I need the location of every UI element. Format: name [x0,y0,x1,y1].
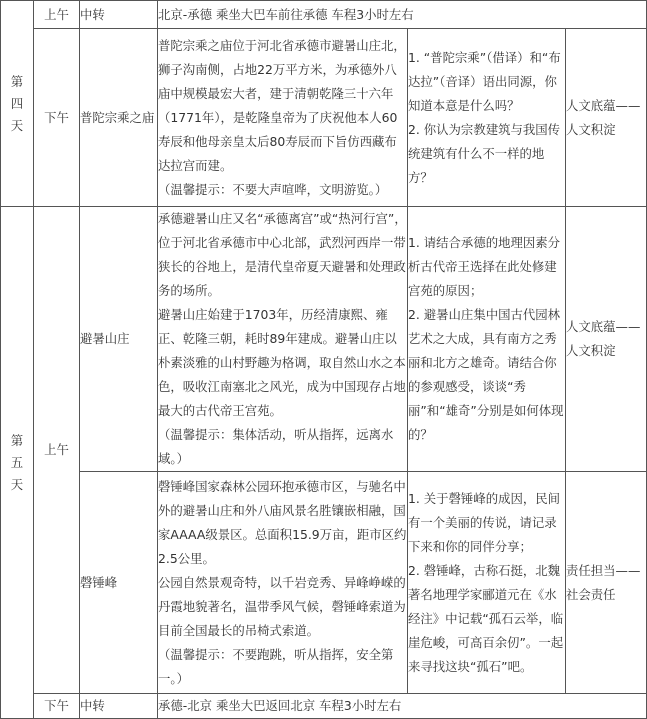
description-paragraph: 避暑山庄始建于1703年，历经清康熙、雍正、乾隆三朝，耗时89年建成。避暑山庄以朴素淡雅的山村野趣为格调，取自然山水之本色，吸收江南塞北之风光，成为中国现存占地最大的古代帝王宫苑。 [158,307,406,418]
period-label: 上午 [34,207,80,694]
period-label: 下午 [34,694,80,719]
table-row [1,1,647,29]
table-row [1,694,647,719]
tip-paragraph: （温馨提示：集体活动，听从指挥，远离水域。） [158,427,394,466]
period-label: 上午 [34,1,80,29]
period-label: 下午 [34,29,80,207]
transfer-note: 北京-承德 乘坐大巴车前往承德 车程3小时左右 [158,1,647,29]
tip-paragraph: （温馨提示：不要大声喧哗，文明游览。） [158,181,388,197]
transfer-note: 承德-北京 乘坐大巴返回北京 车程3小时左右 [158,694,647,719]
question-item: 1. 关于磬锤峰的成因，民间有一个美丽的传说，请记录下来和你的同伴分享； [408,490,561,554]
table-row [1,472,647,694]
place-name: 中转 [80,694,158,719]
table-row [1,207,647,472]
study-questions [408,472,566,694]
description-paragraph: 承德避暑山庄又名“承德离宫”或“热河行宫”，位于河北省承德市中心北部，武烈河西岸一带狭长的谷地上，是清代皇帝夏天避暑和处理政务的场所。 [158,211,407,298]
day-5-label: 第五天 [1,207,34,719]
place-name: 中转 [80,1,158,29]
theme-label: 人文底蕴——人文积淀 [566,207,647,472]
site-description [158,29,408,207]
question-item: 2. 你认为宗教建筑与我国传统建筑有什么不一样的地方？ [408,121,561,185]
question-item: 2. 避暑山庄集中国古代园林艺术之大成，具有南方之秀丽和北方之雄奇。请结合你的参观感受，谈谈“秀丽”和“雄奇”分别是如何体现的？ [408,307,564,442]
study-questions [408,29,566,207]
table-row [1,29,647,207]
place-name: 避暑山庄 [80,207,158,472]
site-description [158,472,408,694]
description-paragraph: 普陀宗乘之庙位于河北省承德市避暑山庄北，狮子沟南侧，占地22万平方米，为承德外八庙中规模最宏大者，建于清朝乾隆三十六年（1771年），是乾隆皇帝为了庆祝他本人60寿辰和他母亲皇太后80寿辰而下旨仿西藏布达拉宫而建。 [158,37,406,173]
theme-label: 责任担当——社会责任 [566,472,647,694]
place-name: 磬锤峰 [80,472,158,694]
question-item: 1. 请结合承德的地理因素分析古代帝王选择在此处修建宫苑的原因； [408,235,561,298]
tip-paragraph: （温馨提示：不要跑跳，听从指挥，安全第一。） [158,646,394,686]
description-paragraph: 公园自然景观奇特，以千岩竞秀、异峰峥嵘的丹霞地貌著名，温带季风气候，磬锤峰索道为目前全国最长的吊椅式索道。 [158,574,406,638]
day-4-label: 第四天 [1,1,34,207]
theme-label: 人文底蕴——人文积淀 [566,29,647,207]
question-item: 1. “普陀宗乘”（借译）和“布达拉”（音译）语出同源，你知道本意是什么吗？ [408,49,561,113]
site-description [158,207,408,472]
question-item: 2. 磬锤峰，古称石挺，北魏著名地理学家郦道元在《水经注》中记载“孤石云举，临崖危峻，可高百余仞”。一起来寻找这块“孤石”吧。 [408,562,564,674]
place-name: 普陀宗乘之庙 [80,29,158,207]
study-questions [408,207,566,472]
description-paragraph: 磬锤峰国家森林公园环抱承德市区，与驰名中外的避暑山庄和外八庙风景名胜镶嵌相融，国家AAAA级景区。总面积15.9万亩，距市区约2.5公里。 [158,478,407,566]
